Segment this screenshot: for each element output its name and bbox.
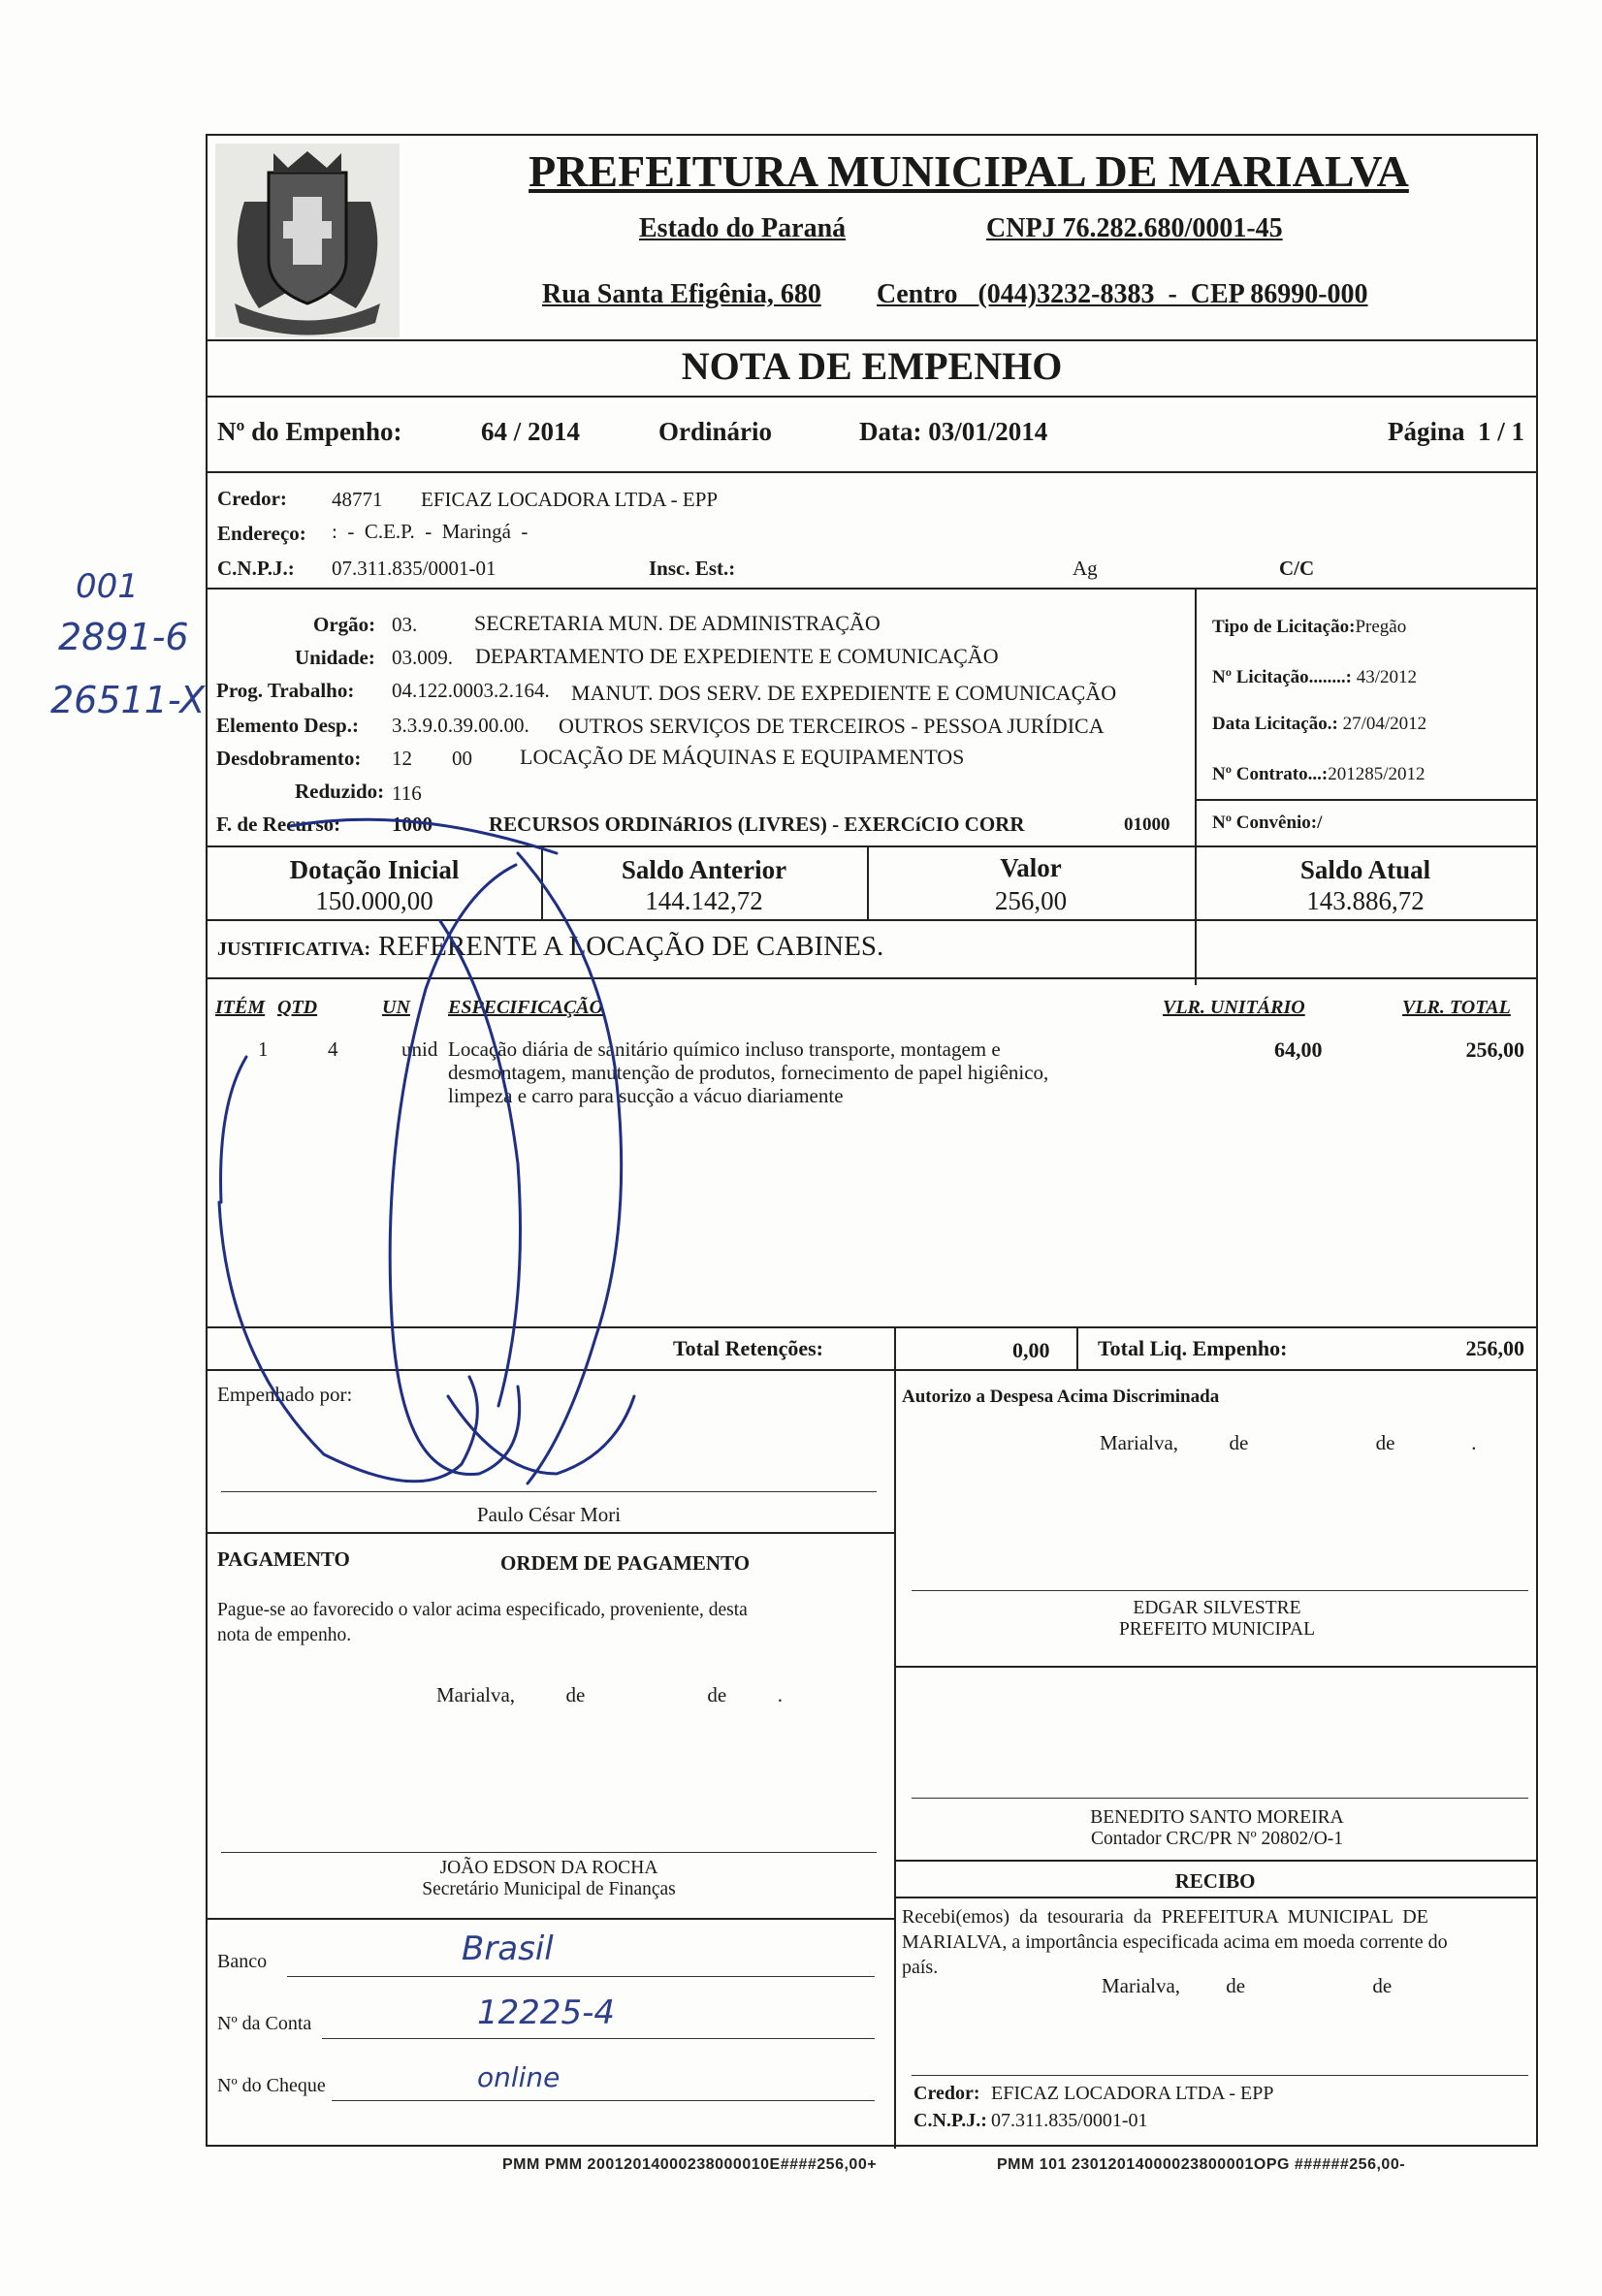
endereco-value: : - C.E.P. - Maringá - [332,520,529,543]
elem-label: Elemento Desp.: [216,714,359,737]
unidade-desc: DEPARTAMENTO DE EXPEDIENTE E COMUNICAÇÃO [475,644,999,668]
desdobramento-label: Desdobramento: [216,747,362,770]
contador-title: Contador CRC/PR Nº 20802/O-1 [1090,1829,1344,1849]
justificativa-text: REFERENTE A LOCAÇÃO DE CABINES. [378,931,884,962]
header-state: Estado do Paraná [639,213,847,243]
contrato-value: 201285/2012 [1328,764,1426,784]
orgao-code: 03. [392,613,418,636]
pague-text-1: Pague-se ao favorecido o valor acima especificado, proveniente, desta [217,1600,748,1620]
header-cnpj: CNPJ 76.282.680/0001-45 [986,213,1283,243]
ag-label: Ag [1073,557,1098,580]
cnpj-value: 07.311.835/0001-01 [332,557,497,580]
credor-code: 48771 [332,488,383,511]
stamp-code-left: PMM PMM 20012014000238000010E####256,00+ [502,2156,878,2173]
secretario-name: JOÃO EDSON DA ROCHA [439,1858,658,1878]
cc-label: C/C [1279,557,1315,580]
recibo-line-3: país. [902,1957,939,1978]
reduzido-label: Reduzido: [295,780,385,803]
cheque-label: Nº do Cheque [217,2075,326,2096]
saldo-atual-label: Saldo Atual [1299,855,1431,884]
total-retencoes-value: 0,00 [1012,1338,1050,1362]
elem-code: 3.3.9.0.39.00.00. [392,714,529,737]
autorizo-date: Marialva, de de . [1100,1431,1477,1454]
endereco-label: Endereço: [217,522,306,545]
col-vlr-unitario: VLR. UNITÁRIO [1163,997,1305,1018]
banco-label: Banco [217,1951,268,1972]
header-street: Rua Santa Efigênia, 680 [542,279,821,309]
credor-label: Credor: [217,487,287,510]
stamp-code-right: PMM 101 23012014000023800001OPG ######256,00- [997,2156,1406,2173]
data-licitacao-label: Data Licitação.: 27/04/2012 [1212,714,1427,734]
header-title: PREFEITURA MUNICIPAL DE MARIALVA [529,146,1409,196]
insc-label: Insc. Est.: [649,557,736,580]
unidade-label: Unidade: [295,646,375,669]
empenhado-name: Paulo César Mori [476,1503,622,1526]
empenho-date: Data: 03/01/2014 [859,417,1048,446]
prog-desc: MANUT. DOS SERV. DE EXPEDIENTE E COMUNICAÇÃO [571,681,1117,705]
recibo-cnpj-value: 07.311.835/0001-01 [991,2110,1148,2131]
col-vlr-total: VLR. TOTAL [1402,997,1511,1018]
unidade-code: 03.009. [392,646,453,669]
prefeito-title: PREFEITO MUNICIPAL [1118,1619,1316,1640]
fonte-desc: RECURSOS ORDINáRIOS (LIVRES) - EXERCíCIO CORR [489,813,1025,836]
contador-name: BENEDITO SANTO MOREIRA [1090,1807,1344,1828]
col-especificacao: ESPECIFICAÇÃO [448,997,604,1018]
data-licitacao-value: 27/04/2012 [1342,714,1427,734]
convenio-label: Nº Convênio:/ [1212,813,1323,833]
item-qtd: 4 [328,1037,338,1061]
col-un: UN [382,997,410,1018]
banco-value: Brasil [462,1929,554,1968]
recibo-line-1: Recebi(emos) da tesouraria da PREFEITURA MUNICIPAL DE [902,1906,1428,1928]
signature-strokes [208,136,1540,2149]
item-unit-value: 64,00 [1274,1037,1323,1062]
prog-label: Prog. Trabalho: [216,679,355,702]
prefeito-name: EDGAR SILVESTRE [1133,1598,1301,1618]
item-number: 1 [258,1037,269,1061]
secretario-title: Secretário Municipal de Finanças [422,1879,676,1899]
pague-text-2: nota de empenho. [217,1625,352,1645]
valor-value: 256,00 [994,886,1068,915]
empenhado-label: Empenhado por: [217,1383,353,1406]
desdobramento-code1: 12 [392,747,412,770]
col-item: ITÉM [215,997,266,1018]
cnpj-label: C.N.P.J.: [217,557,295,580]
desdobramento-code2: 00 [452,747,472,770]
saldo-anterior-value: 144.142,72 [645,886,763,915]
saldo-atual-value: 143.886,72 [1306,886,1425,915]
empenho-label: Nº do Empenho: [217,417,402,446]
recibo-title: RECIBO [1174,1869,1256,1893]
recibo-cnpj-label: C.N.P.J.: [913,2110,987,2131]
margin-note-1: 001 [76,567,139,606]
orgao-label: Orgão: [313,613,376,636]
header-address: Centro (044)3232-8383 - CEP 86990-000 [877,279,1368,309]
fonte-num: 01000 [1124,814,1170,835]
margin-note-2: 2891-6 [58,616,189,658]
nota-de-empenho-form [206,134,1538,2147]
prog-code: 04.122.0003.2.164. [392,679,550,702]
saldo-anterior-label: Saldo Anterior [621,855,787,884]
dotacao-inicial-value: 150.000,00 [315,886,433,915]
col-qtd: QTD [277,997,318,1018]
conta-value: 12225-4 [477,1993,616,2032]
total-retencoes-label: Total Retenções: [673,1336,823,1360]
item-spec-line-2: desmontagem, manutenção de produtos, fornecimento de papel higiênico, [448,1061,1049,1084]
valor-label: Valor [1000,853,1062,882]
recibo-credor-value: EFICAZ LOCADORA LTDA - EPP [991,2083,1274,2104]
pagamento-label: PAGAMENTO [217,1547,350,1571]
autorizo-label: Autorizo a Despesa Acima Discriminada [902,1387,1220,1407]
tipo-licitacao-value: Pregão [1355,617,1407,637]
item-spec-line-1: Locação diária de sanitário químico incluso transporte, montagem e [448,1037,1001,1061]
item-un: unid [401,1037,438,1061]
item-spec-line-3: limpeza e carro para sucção a vácuo diariamente [448,1084,844,1107]
num-licitacao-label: Nº Licitação........: 43/2012 [1212,667,1418,687]
margin-note-3: 26511-X [50,679,206,721]
fonte-code: 1000 [392,813,433,836]
num-licitacao-value: 43/2012 [1356,667,1418,687]
conta-label: Nº da Conta [217,2013,312,2034]
contrato-label: Nº Contrato...:201285/2012 [1212,764,1426,784]
total-liq-value: 256,00 [1465,1336,1524,1360]
recibo-date: Marialva, de de [1102,1974,1393,1997]
tipo-licitacao-label: Tipo de Licitação:Pregão [1212,617,1407,637]
recibo-credor-label: Credor: [913,2083,980,2104]
credor-name: EFICAZ LOCADORA LTDA - EPP [421,488,719,511]
cheque-value: online [477,2061,561,2093]
reduzido-code: 116 [392,781,422,805]
justificativa-label: JUSTIFICATIVA: [217,939,371,960]
total-liq-label: Total Liq. Empenho: [1098,1336,1288,1360]
desdobramento-desc: LOCAÇÃO DE MÁQUINAS E EQUIPAMENTOS [520,745,965,769]
recibo-line-2: MARIALVA, a importância especificada acima em moeda corrente do [902,1931,1448,1953]
orgao-desc: SECRETARIA MUN. DE ADMINISTRAÇÃO [474,611,881,635]
elem-desc: OUTROS SERVIÇOS DE TERCEIROS - PESSOA JURÍDICA [559,714,1105,738]
pagamento-date: Marialva, de de . [436,1683,783,1706]
dotacao-inicial-label: Dotação Inicial [289,855,460,884]
item-total-value: 256,00 [1465,1037,1524,1062]
fonte-label: F. de Recurso: [216,813,341,836]
ordem-pagamento-label: ORDEM DE PAGAMENTO [500,1551,751,1575]
empenho-number: 64 / 2014 [481,417,581,446]
empenho-type: Ordinário [658,417,773,446]
empenho-page: Página 1 / 1 [1387,417,1524,446]
document-title: NOTA DE EMPENHO [681,344,1063,388]
